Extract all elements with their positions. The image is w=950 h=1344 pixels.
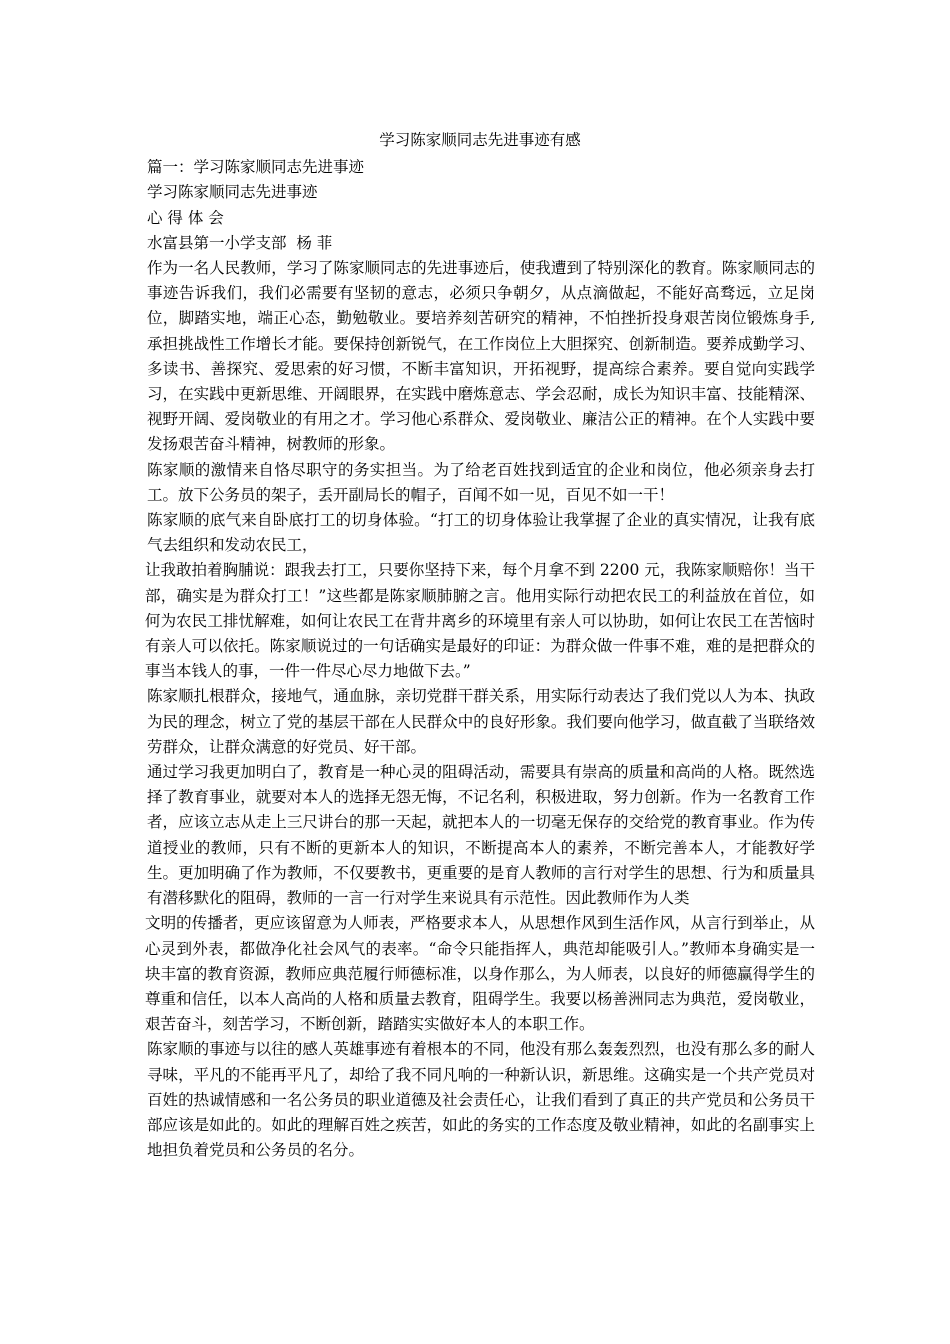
body-paragraph-3: 陈家顺的底气来自卧底打工的切身体验。“打工的切身体验让我掌握了企业的真实情况，让我有底气去组织和发动农民工，: [147, 511, 815, 555]
sub-title: 学习陈家顺同志先进事迹: [147, 183, 318, 202]
body-paragraph-1: 作为一名人民教师，学习了陈家顺同志的先进事迹后，使我遭到了特别深化的教育。陈家顺同志的事迹告诉我们，我们必需要有坚韧的意志，必须只争朝夕，从点滴做起，不能好高骛远，立足岗位，脚踏实地，端正心态，勤勉敬业。要培养刻苦研究的精神，不怕挫折投身艰苦岗位锻炼身手,承担挑战性工作增长才能。要保持创新锐气，在工作岗位上大胆探究、创新制造。要养成勤学习、多读书、善探究、爱思索的好习惯，不断丰富知识，开拓视野，提高综合素养。要自觉向实践学习，在实践中更新思维、开阔眼界，在实践中磨炼意志、学会忍耐，成长为知识丰富、技能精深、视野开阔、爱岗敬业的有用之才。学习他心系群众、爱岗敬业、廉洁公正的精神。在个人实践中要发扬艰苦奋斗精神，树教师的形象。: [147, 259, 815, 454]
body-paragraph-2: 陈家顺的激情来自恪尽职守的务实担当。为了给老百姓找到适宜的企业和岗位，他必须亲身去打工。放下公务员的架子，丢开副局长的帽子，百闻不如一见，百见不如一干！: [147, 460, 815, 504]
body-paragraph-6: 通过学习我更加明白了，教育是一种心灵的阻碍活动，需要具有崇高的质量和高尚的人格。既然选择了教育事业，就要对本人的选择无怨无悔，不记名利，积极进取，努力创新。作为一名教育工作者，应该立志从走上三尺讲台的那一天起，就把本人的一切毫无保存的交给党的教育事业。作为传道授业的教师，只有不断的更新本人的知识，不断提高本人的素养，不断完善本人，才能教好学生。更加明确了作为教师，不仅要教书，更重要的是育人教师的言行对学生的思想、行为和质量具有潜移默化的阻碍，教师的一言一行对学生来说具有示范性。因此教师作为人类: [147, 763, 815, 908]
section-heading: 篇一：学习陈家顺同志先进事迹: [147, 158, 365, 177]
author-line: 水富县第一小学支部 杨 菲: [147, 233, 333, 252]
body-paragraph-7: 文明的传播者，更应该留意为人师表，严格要求本人，从思想作风到生活作风，从言行到举止，从心灵到外表，都做净化社会风气的表率。“命令只能指挥人，典范却能吸引人。”教师本身确实是一块丰富的教育资源，教师应典范履行师德标准，以身作那么，为人师表，以良好的师德赢得学生的尊重和信任，以本人高尚的人格和质量去教育，阻碍学生。我要以杨善洲同志为典范，爱岗敬业，艰苦奋斗，刻苦学习，不断创新，踏踏实实做好本人的本职工作。: [145, 914, 815, 1034]
sub-title-heart: 心 得 体 会: [147, 208, 224, 227]
body-paragraph-4: 让我敢拍着胸脯说：跟我去打工，只要你坚持下来，每个月拿不到 2200 元，我陈家顺赔你！当干部，确实是为群众打工！”这些都是陈家顺肺腑之言。他用实际行动把农民工的利益放在首位，如何为农民工排忧解难，如何让农民工在背井离乡的环境里有亲人可以协助，如何让农民工在苦恼时有亲人可以依托。陈家顺说过的一句话确实是最好的印证：为群众做一件事不难，难的是把群众的事当本钱人的事，一件一件尽心尽力地做下去。”: [145, 561, 815, 681]
document-title: 学习陈家顺同志先进事迹有感: [379, 131, 581, 149]
document-page: [145, 128, 815, 1163]
body-paragraph-5: 陈家顺扎根群众，接地气，通血脉，亲切党群干群关系，用实际行动表达了我们党以人为本、执政为民的理念，树立了党的基层干部在人民群众中的良好形象。我们要向他学习，做直截了当联络效劳群众，让群众满意的好党员、好干部。: [147, 687, 815, 756]
body-paragraph-8: 陈家顺的事迹与以往的感人英雄事迹有着根本的不同，他没有那么轰轰烈烈，也没有那么多的耐人寻味，平凡的不能再平凡了，却给了我不同凡响的一种新认识，新思维。这确实是一个共产党员对百姓的热诚情感和一名公务员的职业道德及社会责任心，让我们看到了真正的共产党员和公务员干部应该是如此的。如此的理解百姓之疾苦，如此的务实的工作态度及敬业精神，如此的名副事实上地担负着党员和公务员的名分。: [147, 1040, 815, 1160]
